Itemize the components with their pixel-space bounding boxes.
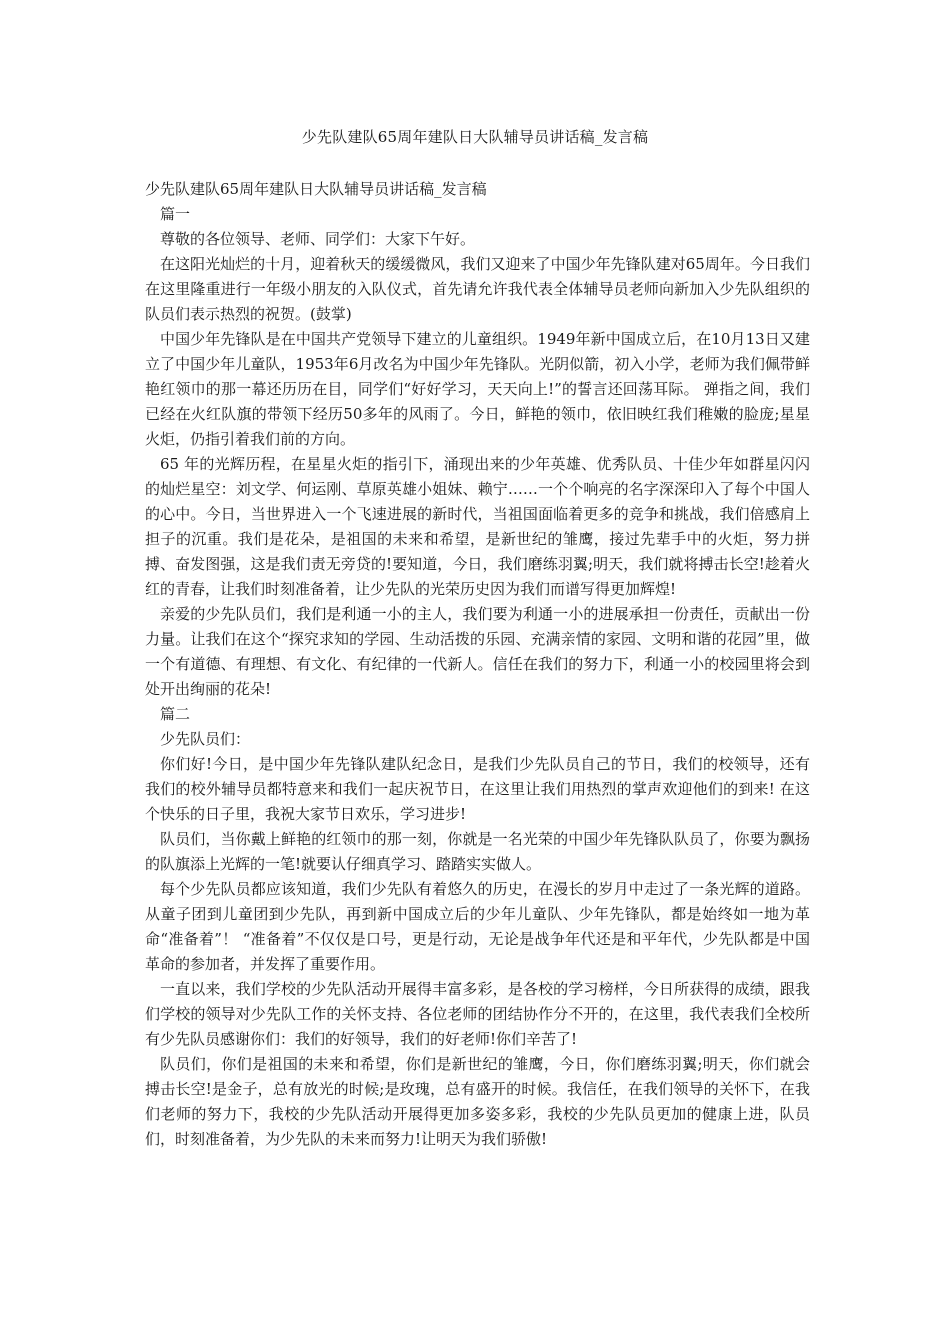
section-heading-2: 篇二 <box>160 705 191 723</box>
paragraph: 队员们，你们是祖国的未来和希望，你们是新世纪的雏鹰，今日，你们磨练羽翼;明天，你们就会搏击长空!是金子，总有放光的时候;是玫瑰，总有盛开的时候。我信任，在我们领导的关怀下，在我们老师的努力下，我校的少先队活动开展得更加多姿多彩，我校的少先队员更加的健康上进，队员们，时刻准备着，为少先队的未来而努力!让明天为我们骄傲! <box>145 1055 810 1148</box>
paragraph: 队员们，当你戴上鲜艳的红领巾的那一刻，你就是一名光荣的中国少年先锋队队员了，你要为飘扬的队旗添上光辉的一笔!就要认仔细真学习、踏踏实实做人。 <box>145 830 810 873</box>
paragraph: 每个少先队员都应该知道，我们少先队有着悠久的历史，在漫长的岁月中走过了一条光辉的道路。从童子团到儿童团到少先队，再到新中国成立后的少年儿童队、少年先锋队，都是始终如一地为革命“准备着”！ “准备着”不仅仅是口号，更是行动，无论是战争年代还是和平年代，少先队都是中国革命的参加者，并发挥了重要作用。 <box>145 880 810 973</box>
section-heading-1: 篇一 <box>160 205 191 223</box>
document-subtitle: 少先队建队65周年建队日大队辅导员讲话稿_发言稿 <box>145 180 487 198</box>
paragraph: 尊敬的各位领导、老师、同学们：大家下午好。 <box>160 230 476 248</box>
paragraph: 一直以来，我们学校的少先队活动开展得丰富多彩，是各校的学习榜样，今日所获得的成绩，跟我们学校的领导对少先队工作的关怀支持、各位老师的团结协作分不开的，在这里，我代表我们全校所有少先队员感谢你们：我们的好领导，我们的好老师!你们辛苦了! <box>145 980 810 1048</box>
paragraph: 少先队员们： <box>160 730 251 748</box>
paragraph: 中国少年先锋队是在中国共产党领导下建立的儿童组织。1949年新中国成立后，在10月13日又建立了中国少年儿童队，1953年6月改名为中国少年先锋队。光阴似箭，初入小学，老师为我们佩带鲜艳红领巾的那一幕还历历在目，同学们“好好学习，天天向上!”的誓言还回荡耳际。 弹指之间，我们已经在火红队旗的带领下经历50多年的风雨了。今日，鲜艳的领巾，依旧映红我们稚嫩的脸庞;星星火炬，仍指引着我们前的方向。 <box>145 330 810 448</box>
document-title: 少先队建队65周年建队日大队辅导员讲话稿_发言稿 <box>301 128 649 146</box>
paragraph: 在这阳光灿烂的十月，迎着秋天的缓缓微风，我们又迎来了中国少年先锋队建对65周年。今日我们在这里隆重进行一年级小朋友的入队仪式，首先请允许我代表全体辅导员老师向新加入少先队组织的队员们表示热烈的祝贺。(鼓掌) <box>145 255 810 323</box>
paragraph: 65 年的光辉历程，在星星火炬的指引下，涌现出来的少年英雄、优秀队员、十佳少年如群星闪闪的灿烂星空：刘文学、何运刚、草原英雄小姐妹、赖宁……一个个响亮的名字深深印入了每个中国人的心中。今日，当世界进入一个飞速进展的新时代，当祖国面临着更多的竞争和挑战，我们倍感肩上担子的沉重。我们是花朵，是祖国的未来和希望，是新世纪的雏鹰，接过先辈手中的火炬，努力拼搏、奋发图强，这是我们责无旁贷的!要知道，今日，我们磨练羽翼;明天，我们就将搏击长空!趁着火红的青春，让我们时刻准备着，让少先队的光荣历史因为我们而谱写得更加辉煌! <box>145 455 810 598</box>
paragraph: 亲爱的少先队员们，我们是利通一小的主人，我们要为利通一小的进展承担一份责任，贡献出一份力量。让我们在这个“探究求知的学园、生动活拨的乐园、充满亲情的家园、文明和谐的花园”里，做一个有道德、有理想、有文化、有纪律的一代新人。信任在我们的努力下，利通一小的校园里将会到处开出绚丽的花朵! <box>145 605 810 698</box>
paragraph: 你们好!今日，是中国少年先锋队建队纪念日，是我们少先队员自己的节日，我们的校领导，还有我们的校外辅导员都特意来和我们一起庆祝节日，在这里让我们用热烈的掌声欢迎他们的到来! 在这个快乐的日子里，我祝大家节日欢乐，学习进步! <box>145 755 810 823</box>
document-body <box>145 177 810 1152</box>
